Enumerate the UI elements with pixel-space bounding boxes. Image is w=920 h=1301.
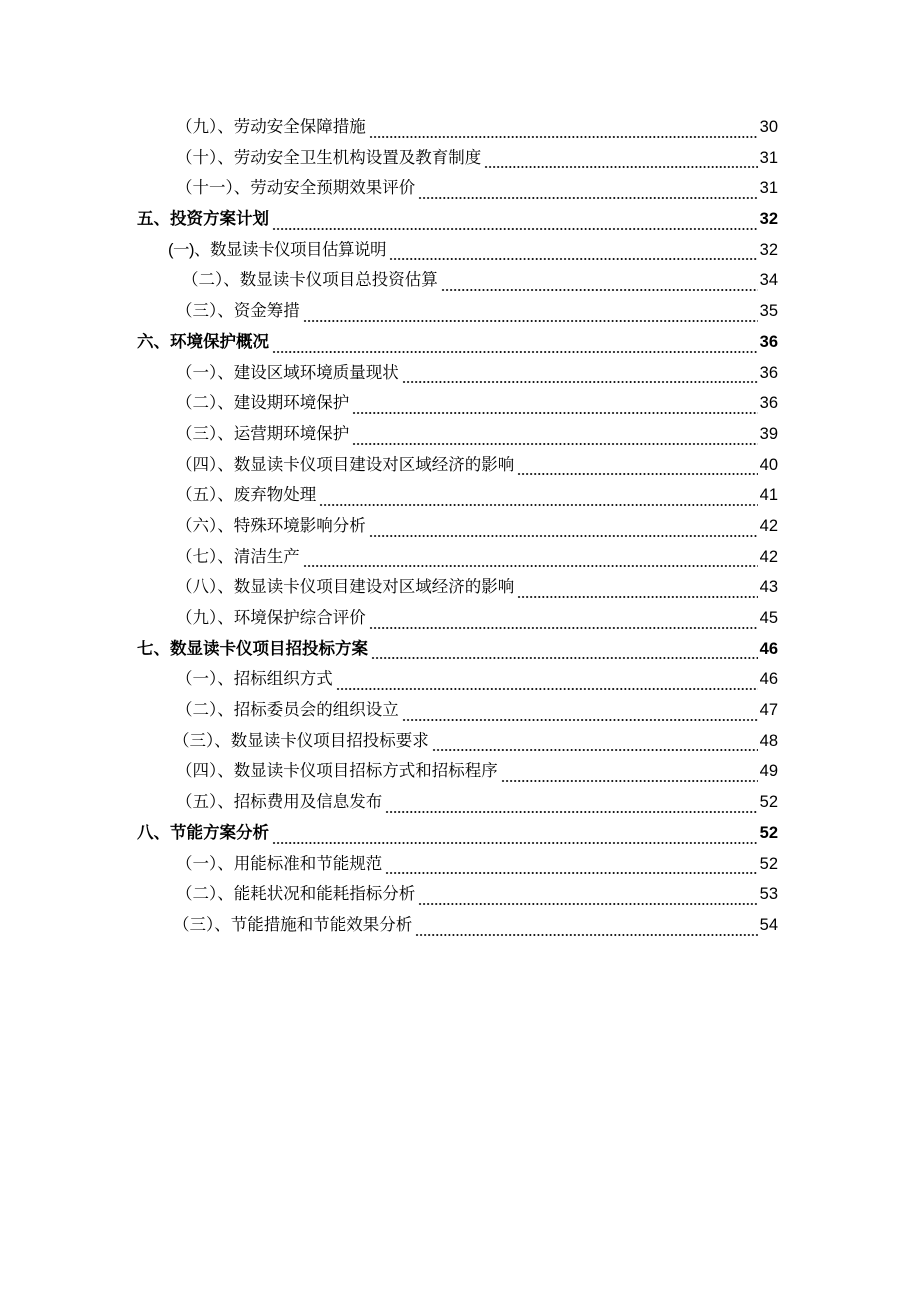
dot-leader bbox=[272, 832, 758, 849]
dot-leader bbox=[389, 249, 758, 266]
toc-entry[interactable] bbox=[137, 450, 778, 481]
dot-leader bbox=[415, 924, 757, 941]
toc-entry-label: （三）、运营期环境保护 bbox=[176, 424, 350, 443]
toc-entry-page-number: 39 bbox=[759, 424, 778, 443]
toc-entry-label: （三）、节能措施和节能效果分析 bbox=[173, 915, 413, 934]
toc-entry-page-number: 32 bbox=[759, 240, 778, 259]
toc-entry-page-number: 35 bbox=[759, 302, 778, 321]
toc-entry-page-number: 32 bbox=[759, 210, 778, 229]
toc-entry-page-number: 40 bbox=[759, 455, 778, 474]
toc-entry-page-number: 53 bbox=[759, 885, 778, 904]
toc-entry-label: （二）、招标委员会的组织设立 bbox=[176, 701, 399, 720]
toc-entry[interactable] bbox=[137, 879, 778, 910]
toc-entry-list bbox=[137, 112, 778, 941]
toc-entry-page-number: 49 bbox=[759, 762, 778, 781]
toc-entry-label: 六、环境保护概况 bbox=[137, 332, 269, 351]
toc-entry[interactable] bbox=[137, 388, 778, 419]
dot-leader bbox=[385, 801, 757, 818]
toc-entry[interactable] bbox=[137, 143, 778, 174]
toc-entry-label: （九）、劳动安全保障措施 bbox=[176, 118, 366, 136]
toc-entry-page-number: 42 bbox=[759, 516, 778, 535]
toc-entry-label: （三）、资金筹措 bbox=[176, 302, 300, 321]
dot-leader bbox=[484, 157, 757, 174]
toc-entry-label: （一）、建设区域环境质量现状 bbox=[176, 363, 399, 382]
toc-entry[interactable] bbox=[137, 787, 778, 818]
dot-leader bbox=[402, 372, 758, 389]
toc-entry[interactable] bbox=[137, 818, 778, 849]
toc-entry[interactable] bbox=[137, 910, 778, 941]
toc-entry[interactable] bbox=[137, 511, 778, 542]
toc-entry[interactable] bbox=[137, 327, 778, 358]
toc-entry-label: （四）、数显读卡仪项目招标方式和招标程序 bbox=[176, 762, 498, 781]
toc-entry-page-number: 52 bbox=[759, 823, 778, 842]
toc-entry[interactable] bbox=[137, 173, 778, 204]
dot-leader bbox=[517, 464, 757, 481]
dot-leader bbox=[371, 648, 758, 665]
toc-entry-label: （二）、能耗状况和能耗指标分析 bbox=[176, 885, 416, 904]
toc-entry-label: (一)、数显读卡仪项目估算说明 bbox=[168, 240, 386, 259]
toc-entry-label: （二）、建设期环境保护 bbox=[176, 394, 350, 413]
toc-entry[interactable] bbox=[137, 419, 778, 450]
toc-entry-page-number: 46 bbox=[759, 670, 778, 689]
toc-entry-page-number: 52 bbox=[759, 854, 778, 873]
dot-leader bbox=[303, 310, 758, 327]
dot-leader bbox=[441, 280, 758, 297]
dot-leader bbox=[517, 587, 757, 604]
toc-entry-page-number: 34 bbox=[759, 271, 778, 290]
toc-entry-label: （十一）、劳动安全预期效果评价 bbox=[176, 179, 416, 198]
toc-entry[interactable] bbox=[137, 265, 778, 296]
toc-entry[interactable] bbox=[137, 756, 778, 787]
dot-leader bbox=[385, 863, 757, 880]
toc-entry-label: （七）、清洁生产 bbox=[176, 547, 300, 566]
dot-leader bbox=[303, 556, 758, 573]
toc-entry-page-number: 52 bbox=[759, 793, 778, 812]
toc-entry-page-number: 36 bbox=[759, 394, 778, 413]
toc-entry-label: 五、投资方案计划 bbox=[137, 210, 269, 229]
toc-entry-label: 八、节能方案分析 bbox=[137, 823, 269, 842]
toc-entry[interactable] bbox=[137, 542, 778, 573]
toc-entry-page-number: 42 bbox=[759, 547, 778, 566]
toc-entry[interactable] bbox=[137, 849, 778, 880]
dot-leader bbox=[501, 771, 758, 788]
toc-entry-page-number: 46 bbox=[759, 639, 778, 658]
dot-leader bbox=[319, 494, 757, 511]
toc-entry[interactable] bbox=[137, 664, 778, 695]
toc-entry[interactable] bbox=[137, 480, 778, 511]
toc-entry-label: （八）、数显读卡仪项目建设对区域经济的影响 bbox=[176, 578, 515, 597]
dot-leader bbox=[369, 126, 758, 143]
dot-leader bbox=[272, 218, 758, 235]
dot-leader bbox=[336, 679, 758, 696]
toc-entry-page-number: 31 bbox=[759, 148, 778, 167]
toc-entry-label: （二）、数显读卡仪项目总投资估算 bbox=[182, 271, 438, 290]
dot-leader bbox=[272, 341, 758, 358]
dot-leader bbox=[402, 709, 758, 726]
toc-entry-label: （五）、招标费用及信息发布 bbox=[176, 793, 383, 812]
toc-entry-page-number: 47 bbox=[759, 701, 778, 720]
dot-leader bbox=[352, 433, 757, 450]
toc-entry-page-number: 30 bbox=[759, 118, 778, 136]
toc-entry[interactable] bbox=[137, 358, 778, 389]
toc-entry[interactable] bbox=[137, 695, 778, 726]
dot-leader bbox=[352, 402, 757, 419]
toc-entry-page-number: 36 bbox=[759, 332, 778, 351]
dot-leader bbox=[418, 893, 757, 910]
dot-leader bbox=[369, 617, 758, 634]
toc-entry-label: （六）、特殊环境影响分析 bbox=[176, 516, 366, 535]
toc-entry-label: （一）、招标组织方式 bbox=[176, 670, 333, 689]
toc-entry-page-number: 45 bbox=[759, 609, 778, 627]
toc-entry-label: 七、数显读卡仪项目招投标方案 bbox=[137, 639, 368, 658]
toc-entry-page-number: 36 bbox=[759, 363, 778, 382]
toc-entry-label: （一）、用能标准和节能规范 bbox=[176, 854, 383, 873]
toc-entry-page-number: 54 bbox=[759, 915, 778, 934]
toc-entry[interactable] bbox=[137, 204, 778, 235]
toc-entry-label: （四）、数显读卡仪项目建设对区域经济的影响 bbox=[176, 455, 515, 474]
toc-entry[interactable] bbox=[137, 572, 778, 603]
dot-leader bbox=[418, 188, 757, 205]
toc-entry[interactable] bbox=[137, 235, 778, 266]
toc-entry-page-number: 48 bbox=[759, 731, 778, 750]
toc-entry[interactable] bbox=[137, 634, 778, 665]
toc-entry-label: （三）、数显读卡仪项目招投标要求 bbox=[173, 731, 429, 750]
toc-entry[interactable] bbox=[137, 603, 778, 634]
toc-entry-page-number: 41 bbox=[759, 486, 778, 505]
dot-leader bbox=[369, 525, 758, 542]
toc-entry-label: （五）、废弃物处理 bbox=[176, 486, 317, 505]
toc-entry-page-number: 43 bbox=[759, 578, 778, 597]
toc-entry-page-number: 31 bbox=[759, 179, 778, 198]
toc-entry-label: （十）、劳动安全卫生机构设置及教育制度 bbox=[176, 148, 482, 167]
toc-entry[interactable] bbox=[137, 112, 778, 143]
toc-entry-label: （九）、环境保护综合评价 bbox=[176, 609, 366, 627]
dot-leader bbox=[432, 740, 758, 757]
toc-entry[interactable] bbox=[137, 726, 778, 757]
toc-entry[interactable] bbox=[137, 296, 778, 327]
